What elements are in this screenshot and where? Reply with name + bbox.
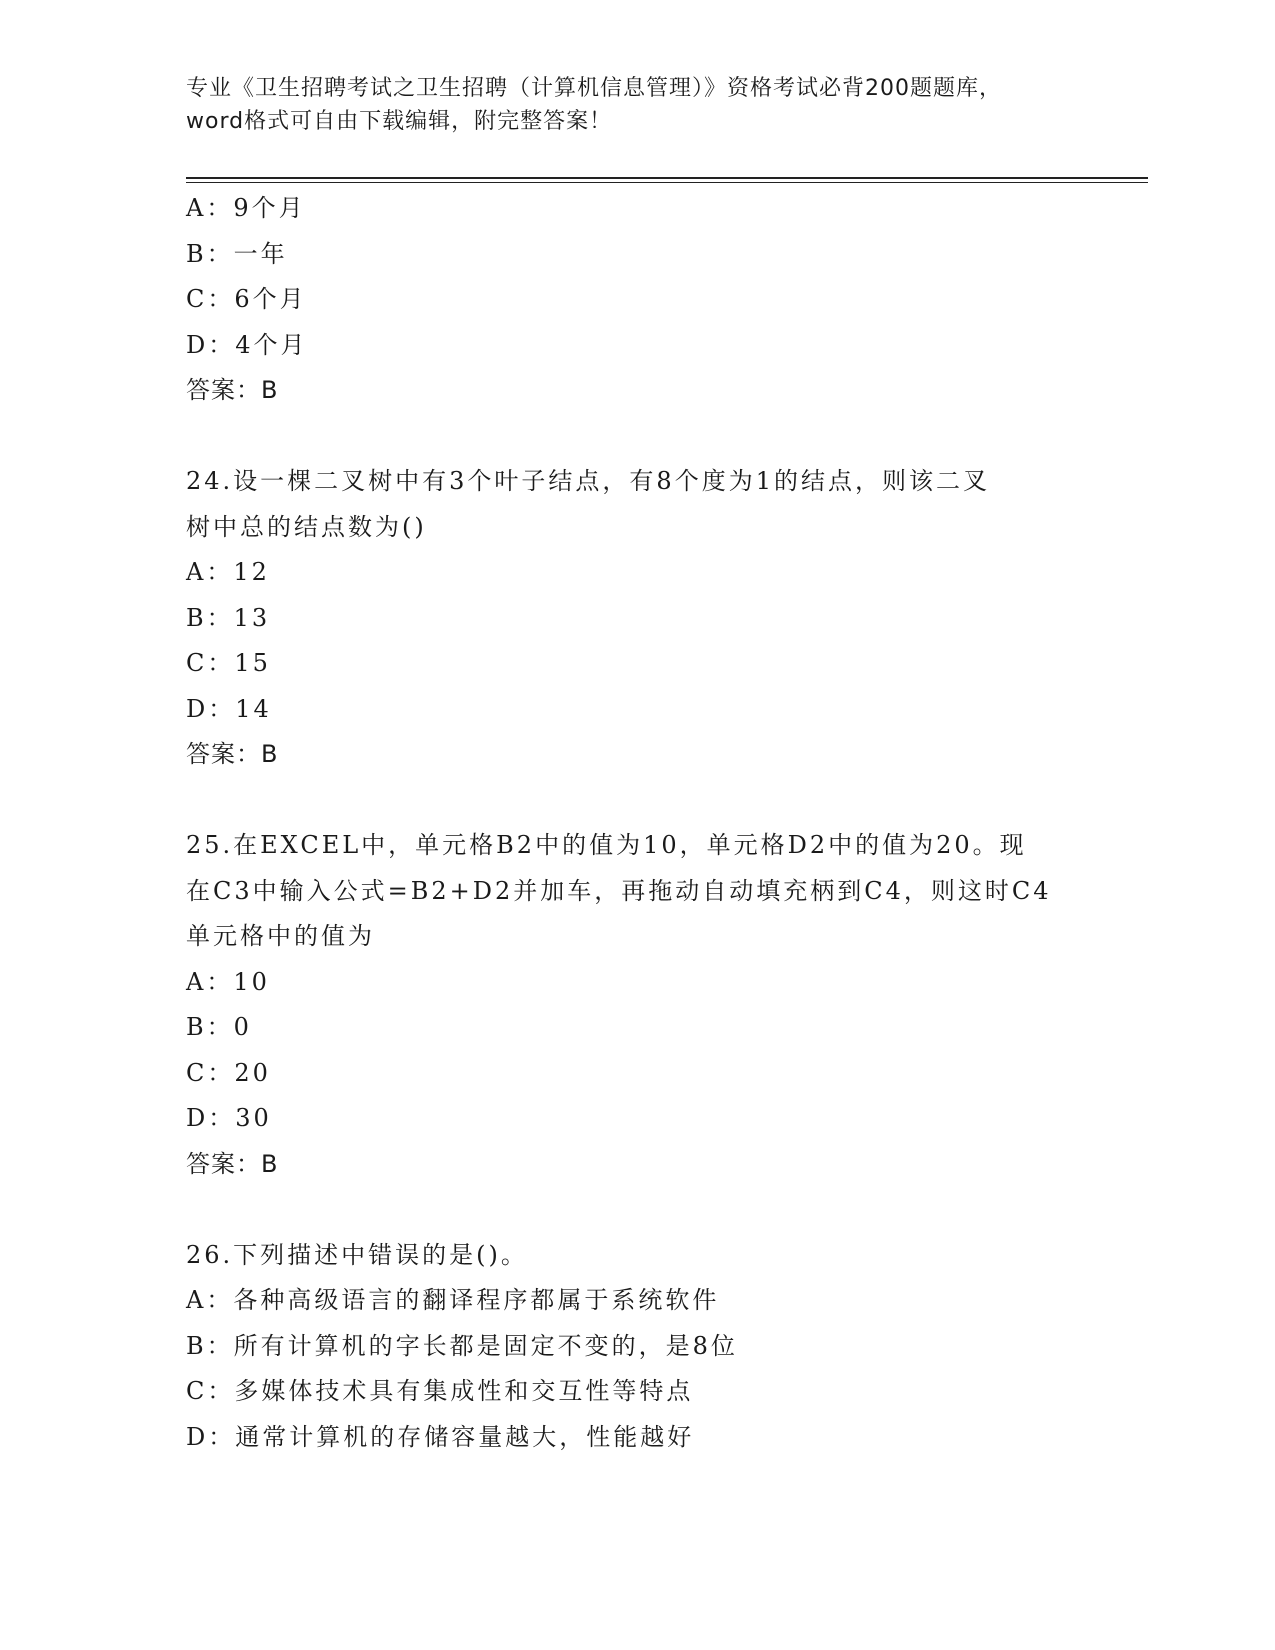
option-d: D：4个月 — [186, 330, 308, 359]
question-24 — [186, 459, 1086, 778]
question-stem: 树中总的结点数为() — [186, 512, 427, 541]
header-divider-thick — [186, 177, 1148, 179]
question-stem: 24.设一棵二叉树中有3个叶子结点，有8个度为1的结点，则该二叉 — [186, 467, 990, 495]
question-26 — [186, 1233, 1086, 1461]
option-d: D：通常计算机的存储容量越大，性能越好 — [186, 1422, 695, 1451]
answer-line: 答案：B — [186, 376, 279, 404]
option-b: B：13 — [186, 603, 271, 632]
question-stem: 单元格中的值为 — [186, 922, 375, 950]
question-25 — [186, 823, 1086, 1187]
question-stem: 在C3中输入公式=B2+D2并加车，再拖动自动填充柄到C4，则这时C4 — [186, 876, 1052, 905]
option-d: D：30 — [186, 1104, 272, 1132]
option-c: C：多媒体技术具有集成性和交互性等特点 — [186, 1377, 694, 1405]
question-stem: 26.下列描述中错误的是()。 — [186, 1240, 528, 1269]
header-title-line-2: word格式可自由下载编辑，附完整答案！ — [186, 109, 613, 134]
header-divider-thin — [186, 182, 1148, 183]
question-23 — [186, 186, 1086, 414]
option-a: A：10 — [186, 967, 270, 996]
option-b: B：所有计算机的字长都是固定不变的，是8位 — [186, 1331, 738, 1360]
option-a: A：各种高级语言的翻译程序都属于系统软件 — [186, 1286, 720, 1314]
spacer — [186, 778, 1086, 824]
option-c: C：20 — [186, 1058, 271, 1087]
header-title-line-1: 专业《卫生招聘考试之卫生招聘（计算机信息管理）》资格考试必背200题题库， — [186, 76, 1002, 101]
document-header — [186, 72, 1086, 138]
question-content — [186, 186, 1086, 1460]
answer-line: 答案：B — [186, 740, 279, 768]
option-c: C：15 — [186, 649, 271, 677]
answer-line: 答案：B — [186, 1149, 279, 1178]
option-b: B：0 — [186, 1013, 252, 1041]
spacer — [186, 414, 1086, 460]
option-d: D：14 — [186, 694, 272, 723]
spacer — [186, 1187, 1086, 1233]
option-a: A：9个月 — [186, 194, 306, 222]
option-b: B：一年 — [186, 239, 288, 268]
option-a: A：12 — [186, 558, 270, 586]
option-c: C：6个月 — [186, 285, 307, 313]
question-stem: 25.在EXCEL中，单元格B2中的值为10，单元格D2中的值为20。现 — [186, 831, 1027, 859]
